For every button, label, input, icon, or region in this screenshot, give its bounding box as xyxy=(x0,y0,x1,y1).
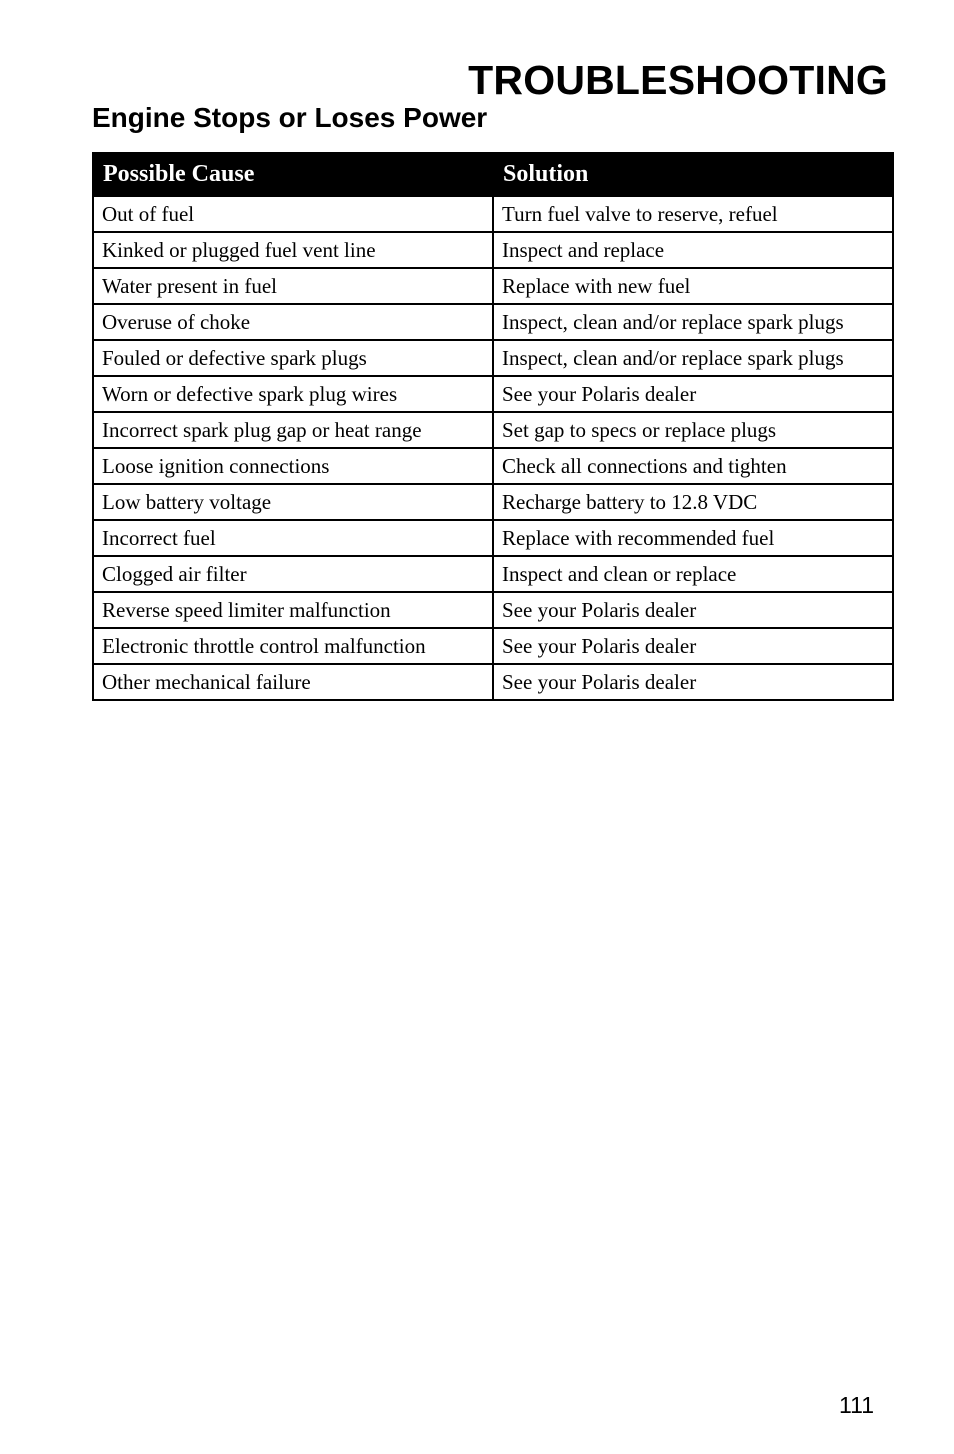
table-header-row xyxy=(93,153,893,196)
header-solution: Solution xyxy=(493,153,893,196)
cause-cell: Low battery voltage xyxy=(93,484,493,520)
cause-cell: Reverse speed limiter malfunction xyxy=(93,592,493,628)
solution-cell: Replace with new fuel xyxy=(493,268,893,304)
cause-cell: Out of fuel xyxy=(93,196,493,232)
solution-cell: Replace with recommended fuel xyxy=(493,520,893,556)
table-row xyxy=(93,448,893,484)
table-row xyxy=(93,232,893,268)
solution-cell: Recharge battery to 12.8 VDC xyxy=(493,484,893,520)
cause-cell: Incorrect spark plug gap or heat range xyxy=(93,412,493,448)
table-row xyxy=(93,484,893,520)
cause-cell: Fouled or defective spark plugs xyxy=(93,340,493,376)
solution-cell: Turn fuel valve to reserve, refuel xyxy=(493,196,893,232)
table-row xyxy=(93,664,893,700)
solution-cell: Inspect, clean and/or replace spark plugs xyxy=(493,304,893,340)
cause-cell: Kinked or plugged fuel vent line xyxy=(93,232,493,268)
section-title: TROUBLESHOOTING xyxy=(468,57,888,103)
solution-cell: See your Polaris dealer xyxy=(493,628,893,664)
table-row xyxy=(93,520,893,556)
cause-cell: Loose ignition connections xyxy=(93,448,493,484)
solution-cell: See your Polaris dealer xyxy=(493,664,893,700)
cause-cell: Overuse of choke xyxy=(93,304,493,340)
solution-cell: Inspect, clean and/or replace spark plugs xyxy=(493,340,893,376)
solution-cell: Inspect and replace xyxy=(493,232,893,268)
table-row xyxy=(93,592,893,628)
cause-cell: Worn or defective spark plug wires xyxy=(93,376,493,412)
header-possible-cause: Possible Cause xyxy=(93,153,493,196)
table-row xyxy=(93,340,893,376)
table-row xyxy=(93,196,893,232)
page-number: 111 xyxy=(839,1392,874,1418)
solution-cell: Inspect and clean or replace xyxy=(493,556,893,592)
solution-cell: Set gap to specs or replace plugs xyxy=(493,412,893,448)
cause-cell: Clogged air filter xyxy=(93,556,493,592)
solution-cell: Check all connections and tighten xyxy=(493,448,893,484)
table-row xyxy=(93,628,893,664)
table-row xyxy=(93,268,893,304)
cause-cell: Incorrect fuel xyxy=(93,520,493,556)
page-heading: Engine Stops or Loses Power xyxy=(92,102,488,133)
solution-cell: See your Polaris dealer xyxy=(493,592,893,628)
table-row xyxy=(93,304,893,340)
table-row xyxy=(93,376,893,412)
table-row xyxy=(93,556,893,592)
cause-cell: Water present in fuel xyxy=(93,268,493,304)
table-row xyxy=(93,412,893,448)
cause-cell: Electronic throttle control malfunction xyxy=(93,628,493,664)
troubleshooting-table xyxy=(92,152,894,701)
cause-cell: Other mechanical failure xyxy=(93,664,493,700)
solution-cell: See your Polaris dealer xyxy=(493,376,893,412)
